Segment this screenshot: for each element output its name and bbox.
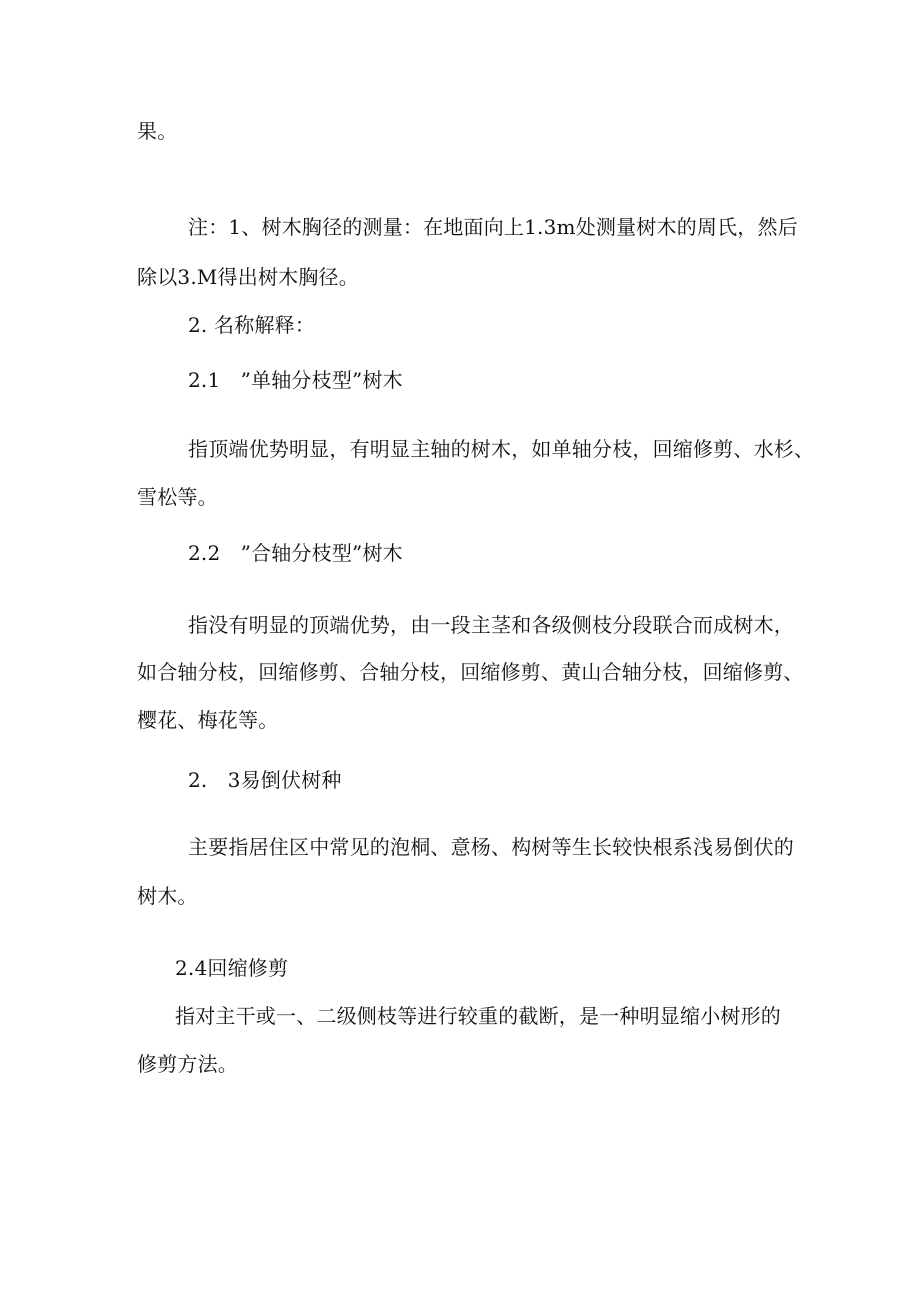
section-2-4-line-2: 修剪方法。: [137, 1052, 238, 1076]
section-2-2-line-1: 指没有明显的顶端优势，由一段主茎和各级侧枝分段联合而成树木，: [188, 613, 794, 637]
note-line-1: 注：1、树木胸径的测量：在地面向上1.3m处测量树木的周氏，然后: [188, 215, 798, 239]
section-2-4-heading: 2.4回缩修剪: [175, 956, 289, 980]
section-2-3-line-1: 主要指居住区中常见的泡桐、意杨、构树等生长较快根系浅易倒伏的: [188, 835, 794, 859]
section-2-title: 2. 名称解释：: [188, 313, 316, 337]
section-2-1-line-2: 雪松等。: [137, 485, 218, 509]
section-2-2-line-2: 如合轴分枝，回缩修剪、合轴分枝，回缩修剪、黄山合轴分枝，回缩修剪、: [137, 660, 804, 684]
section-2-1-line-1: 指顶端优势明显，有明显主轴的树木，如单轴分枝，回缩修剪、水杉、: [188, 437, 815, 461]
section-2-3-heading: 2. 3易倒伏树种: [188, 768, 342, 792]
section-2-1-heading: 2.1 ”单轴分枝型”树木: [188, 368, 403, 392]
section-2-2-line-3: 樱花、梅花等。: [137, 708, 279, 732]
section-2-2-heading: 2.2 ”合轴分枝型”树木: [188, 541, 403, 565]
note-line-2: 除以3.M得出树木胸径。: [137, 265, 359, 289]
section-2-3-line-2: 树木。: [137, 884, 198, 908]
section-2-4-line-1: 指对主干或一、二级侧枝等进行较重的截断，是一种明显缩小树形的: [175, 1004, 781, 1028]
paragraph-tail: 果。: [137, 119, 178, 143]
